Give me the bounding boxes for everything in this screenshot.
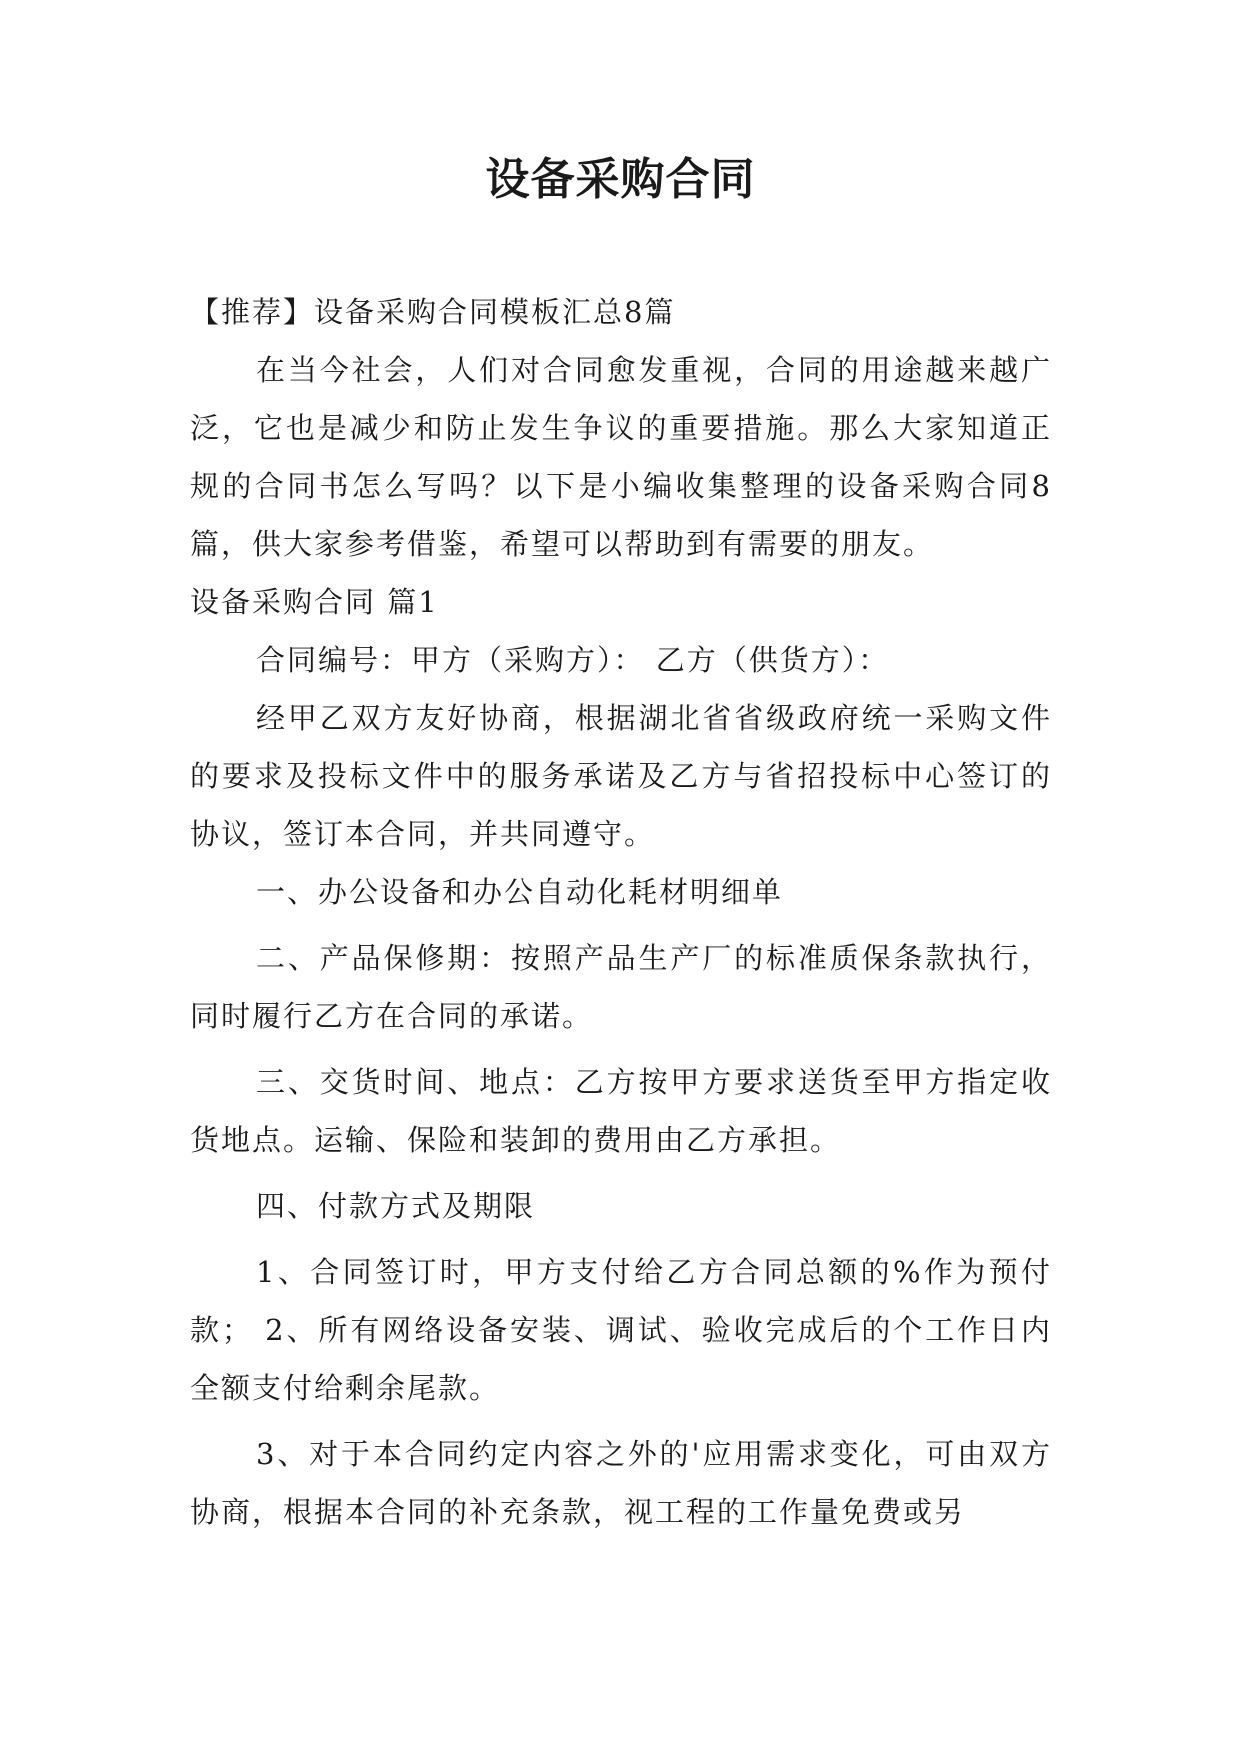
clause-4: 四、付款方式及期限 <box>256 1189 536 1223</box>
section-heading-part1: 设备采购合同 篇1 <box>190 585 439 619</box>
agreement-paragraph: 经甲乙双方友好协商，根据湖北省省级政府统一采购文件的要求及投标文件中的服务承诺及乙方与省招投标中心签订的协议，签订本合同，并共同遵守。 <box>190 701 1052 851</box>
clause-3: 三、交货时间、地点：乙方按甲方要求送货至甲方指定收货地点。运输、保险和装卸的费用由乙方承担。 <box>190 1065 1052 1157</box>
recommend-heading: 【推荐】设备采购合同模板汇总8篇 <box>190 295 676 329</box>
payment-item-3: 3、对于本合同约定内容之外的'应用需求变化，可由双方协商，根据本合同的补充条款，视工程的工作量免费或另 <box>190 1437 1052 1529</box>
document-body <box>190 283 1052 1541</box>
intro-paragraph: 在当今社会，人们对合同愈发重视，合同的用途越来越广泛，它也是减少和防止发生争议的重要措施。那么大家知道正规的合同书怎么写吗？以下是小编收集整理的设备采购合同8篇，供大家参考借鉴，希望可以帮助到有需要的朋友。 <box>190 353 1052 561</box>
clause-1: 一、办公设备和办公自动化耗材明细单 <box>256 875 784 909</box>
clause-2: 二、产品保修期：按照产品生产厂的标准质保条款执行，同时履行乙方在合同的承诺。 <box>190 941 1052 1033</box>
document-title: 设备采购合同 <box>485 154 756 205</box>
payment-item-1-2: 1、合同签订时，甲方支付给乙方合同总额的%作为预付款； 2、所有网络设备安装、调试、验收完成后的个工作日内全额支付给剩余尾款。 <box>190 1255 1052 1405</box>
contract-parties-line: 合同编号：甲方（采购方）： 乙方（供货方）： <box>256 643 890 677</box>
